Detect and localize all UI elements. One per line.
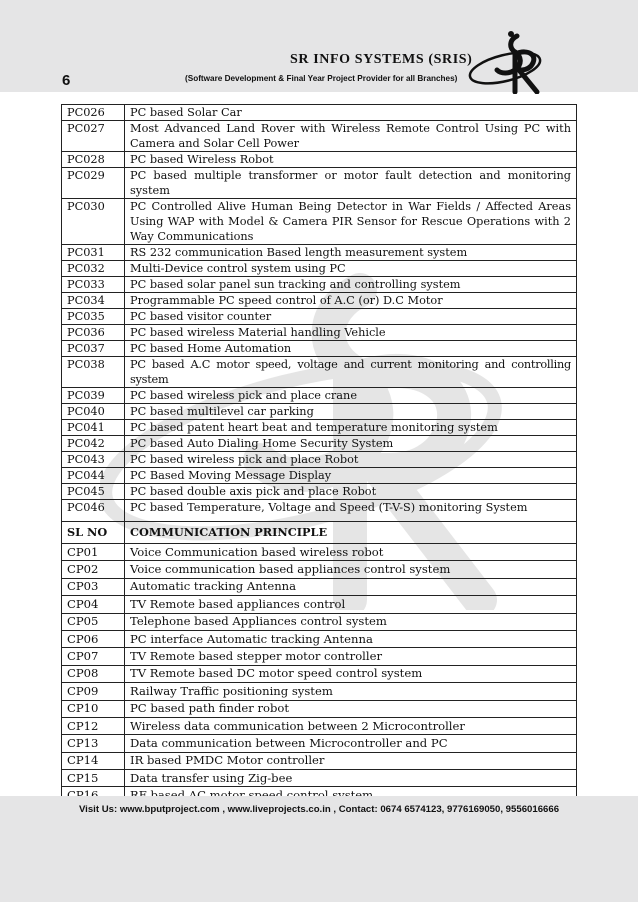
project-title: Wireless data communication between 2 Microcontroller [125,717,577,734]
footer-contact: Visit Us: www.bputproject.com , www.liveprojects.co.in , Contact: 0674 6574123, 9776169050, 9556016666 [78,804,560,815]
project-code: CP09 [62,683,125,700]
project-code: CP05 [62,613,125,630]
table-row [62,468,577,484]
table-row [62,121,577,152]
project-code: PC032 [62,261,125,277]
table-row [62,735,577,752]
table-row [62,199,577,245]
project-code: PC031 [62,245,125,261]
project-title: PC based Temperature, Voltage and Speed (T-V-S) monitoring System [125,500,577,522]
project-code: PC043 [62,452,125,468]
project-title: PC based multiple transformer or motor fault detection and monitoring system [125,168,577,199]
project-code: CP03 [62,578,125,595]
table-row [62,420,577,436]
column-header-title: COMMUNICATION PRINCIPLE [125,522,577,544]
table-row [62,325,577,341]
project-code: PC045 [62,484,125,500]
project-title: PC based Auto Dialing Home Security System [125,436,577,452]
table-row [62,500,577,522]
project-code: PC033 [62,277,125,293]
table-row [62,596,577,613]
project-code: PC034 [62,293,125,309]
page-number: 6 [62,72,71,89]
table-row [62,544,577,561]
project-code: CP06 [62,630,125,647]
project-title: PC based solar panel sun tracking and controlling system [125,277,577,293]
project-title: PC based wireless pick and place Robot [125,452,577,468]
project-title: PC based wireless Material handling Vehicle [125,325,577,341]
project-title: Programmable PC speed control of A.C (or) D.C Motor [125,293,577,309]
project-title: PC based visitor counter [125,309,577,325]
table-row [62,277,577,293]
table-row [62,700,577,717]
table-row [62,261,577,277]
table-row [62,341,577,357]
project-code: CP13 [62,735,125,752]
project-code: CP02 [62,561,125,578]
project-title: Telephone based Appliances control system [125,613,577,630]
table-row [62,245,577,261]
project-code: CP10 [62,700,125,717]
project-code: CP15 [62,770,125,787]
table-row [62,683,577,700]
project-title: Most Advanced Land Rover with Wireless Remote Control Using PC with Camera and Solar Cell Power [125,121,577,152]
table-row [62,388,577,404]
project-title: PC Based Moving Message Display [125,468,577,484]
project-code: CP04 [62,596,125,613]
table-row [62,309,577,325]
project-title: TV Remote based DC motor speed control system [125,665,577,682]
project-code: CP12 [62,717,125,734]
project-title: PC based Home Automation [125,341,577,357]
table-row [62,752,577,769]
project-code: PC040 [62,404,125,420]
project-code: CP07 [62,648,125,665]
project-title: Multi-Device control system using PC [125,261,577,277]
table-row [62,105,577,121]
project-title: PC based Wireless Robot [125,152,577,168]
project-title: PC based path finder robot [125,700,577,717]
project-title: PC interface Automatic tracking Antenna [125,630,577,647]
table-row [62,484,577,500]
project-title: TV Remote based stepper motor controller [125,648,577,665]
project-code: CP01 [62,544,125,561]
project-title: Data communication between Microcontroller and PC [125,735,577,752]
project-code: PC028 [62,152,125,168]
project-title: RS 232 communication Based length measurement system [125,245,577,261]
table-row [62,665,577,682]
project-code: PC042 [62,436,125,452]
sris-logo-icon [465,30,555,94]
project-table [61,104,577,805]
table-row [62,436,577,452]
project-code: PC026 [62,105,125,121]
project-code: PC035 [62,309,125,325]
table-row [62,613,577,630]
table-row [62,630,577,647]
project-title: Voice communication based appliances control system [125,561,577,578]
table-row [62,578,577,595]
project-code: PC037 [62,341,125,357]
project-code: PC046 [62,500,125,522]
table-row [62,357,577,388]
table-row [62,293,577,309]
company-name: SR INFO SYSTEMS (SRIS) [290,52,473,67]
project-title: PC based patent heart beat and temperature monitoring system [125,420,577,436]
project-code: CP08 [62,665,125,682]
project-code: CP14 [62,752,125,769]
table-row [62,717,577,734]
project-title: PC Controlled Alive Human Being Detector in War Fields / Affected Areas Using WAP with Model & Camera PIR Sensor for Rescue Operations with 2 Way Communications [125,199,577,245]
project-title: IR based PMDC Motor controller [125,752,577,769]
section-header-row [62,522,577,544]
project-title: PC based A.C motor speed, voltage and current monitoring and controlling system [125,357,577,388]
project-title: Automatic tracking Antenna [125,578,577,595]
project-title: Railway Traffic positioning system [125,683,577,700]
project-title: Data transfer using Zig-bee [125,770,577,787]
project-title: PC based wireless pick and place crane [125,388,577,404]
table-row [62,770,577,787]
table-row [62,452,577,468]
project-code: PC044 [62,468,125,484]
project-title: PC based Solar Car [125,105,577,121]
project-code: PC041 [62,420,125,436]
project-code: PC030 [62,199,125,245]
table-row [62,152,577,168]
project-title: TV Remote based appliances control [125,596,577,613]
project-code: PC027 [62,121,125,152]
project-code: PC029 [62,168,125,199]
project-code: PC039 [62,388,125,404]
project-title: PC based multilevel car parking [125,404,577,420]
company-tagline: (Software Development & Final Year Project Provider for all Branches) [185,74,458,83]
table-row [62,168,577,199]
table-row [62,404,577,420]
column-header-code: SL NO [62,522,125,544]
project-code: PC038 [62,357,125,388]
table-row [62,561,577,578]
table-row [62,648,577,665]
project-title: PC based double axis pick and place Robot [125,484,577,500]
project-code: PC036 [62,325,125,341]
project-title: Voice Communication based wireless robot [125,544,577,561]
